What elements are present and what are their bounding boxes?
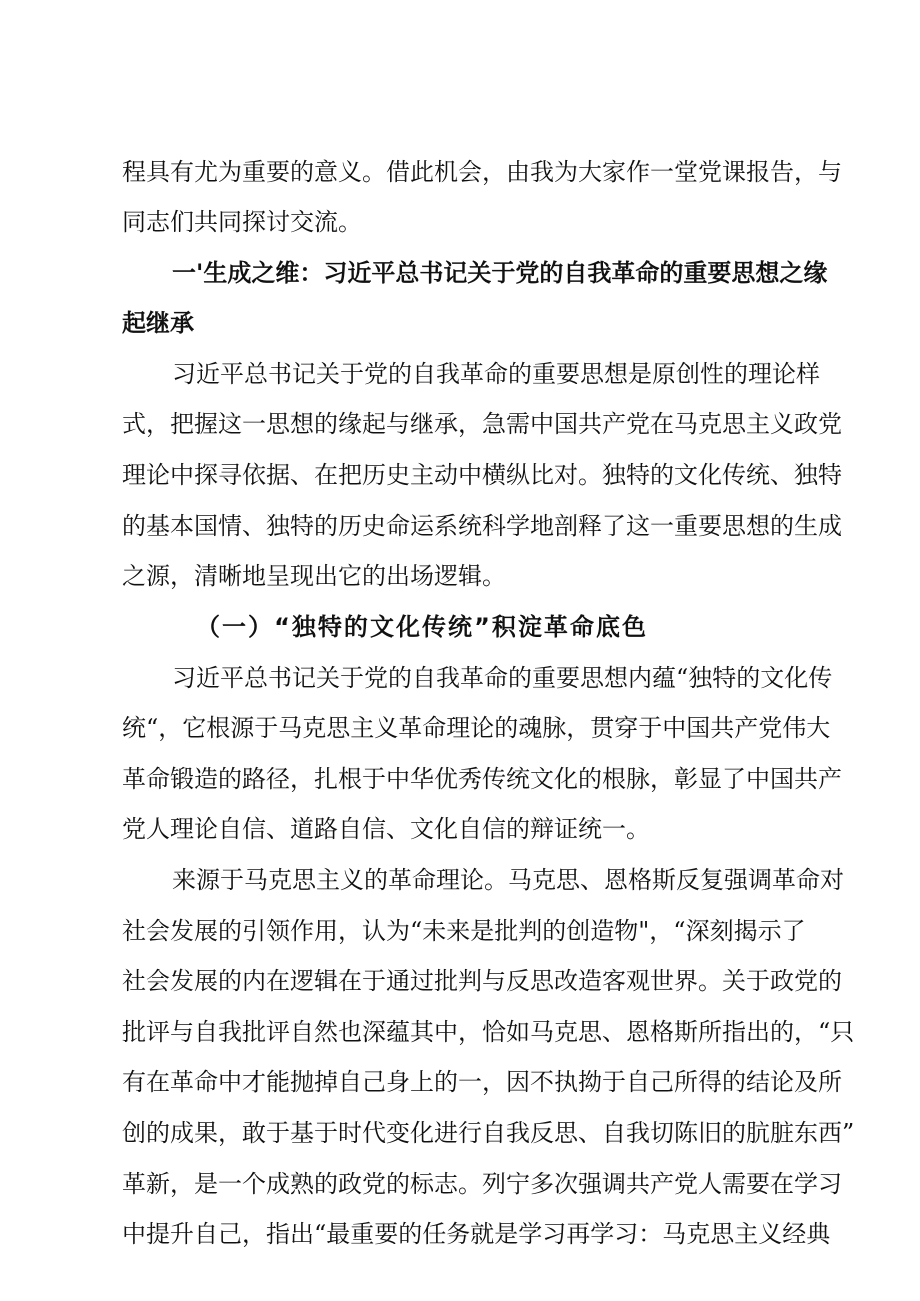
body-text-line: 程具有尤为重要的意义。借此机会，由我为大家作一堂党课报告，与	[122, 158, 842, 186]
section-heading-line: 起继承	[122, 309, 194, 337]
body-text-line: 革新，是一个成熟的政党的标志。列宁多次强调共产党人需要在学习	[122, 1170, 842, 1198]
body-text-line: 统“，它根源于马克思主义革命理论的魂脉，贯穿于中国共产党伟大	[122, 714, 831, 742]
body-text-line: 来源于马克思主义的革命理论。马克思、恩格斯反复强调革命对	[172, 866, 844, 894]
body-text-line: 有在革命中才能抛掉自己身上的一，因不执拗于自己所得的结论及所	[122, 1068, 842, 1096]
body-text-line: 习近平总书记关于党的自我革命的重要思想是原创性的理论样	[172, 360, 820, 388]
section-heading-line: 一'生成之维：习近平总书记关于党的自我革命的重要思想之缘	[172, 259, 828, 287]
body-text-line: 的基本国情、独特的历史命运系统科学地剖释了这一重要思想的生成	[122, 512, 842, 540]
body-text-line: 理论中探寻依据、在把历史主动中横纵比对。独特的文化传统、独特	[122, 461, 842, 489]
body-text-line: 式，把握这一思想的缘起与继承，急需中国共产党在马克思主义政党	[122, 410, 842, 438]
body-text-line: 习近平总书记关于党的自我革命的重要思想内蕴“独特的文化传	[172, 664, 833, 692]
body-text-line: 党人理论自信、道路自信、文化自信的辩证统一。	[122, 815, 650, 843]
body-text-line: 批评与自我批评自然也深蕴其中，恰如马克思、恩格斯所指出的，“只	[122, 1018, 855, 1046]
body-text-line: 之源，清晰地呈现出它的出场逻辑。	[122, 562, 506, 590]
body-text-line: 同志们共同探讨交流。	[122, 208, 362, 236]
body-text-line: 革命锻造的路径，扎根于中华优秀传统文化的根脉，彰显了中国共产	[122, 765, 842, 793]
body-text-line: 社会发展的内在逻辑在于通过批判与反思改造客观世界。关于政党的	[122, 967, 842, 995]
body-text-line: 社会发展的引领作用，认为“未来是批判的创造物"，“深刻揭示了	[122, 917, 806, 945]
body-text-line: 中提升自己，指出“最重要的任务就是学习再学习：马克思主义经典	[122, 1220, 831, 1248]
body-text-line: 创的成果，敢于基于时代变化进行自我反思、自我切陈旧的肮脏东西”	[122, 1119, 855, 1147]
subsection-heading: （一）“独特的文化传统”积淀革命底色	[196, 613, 646, 641]
